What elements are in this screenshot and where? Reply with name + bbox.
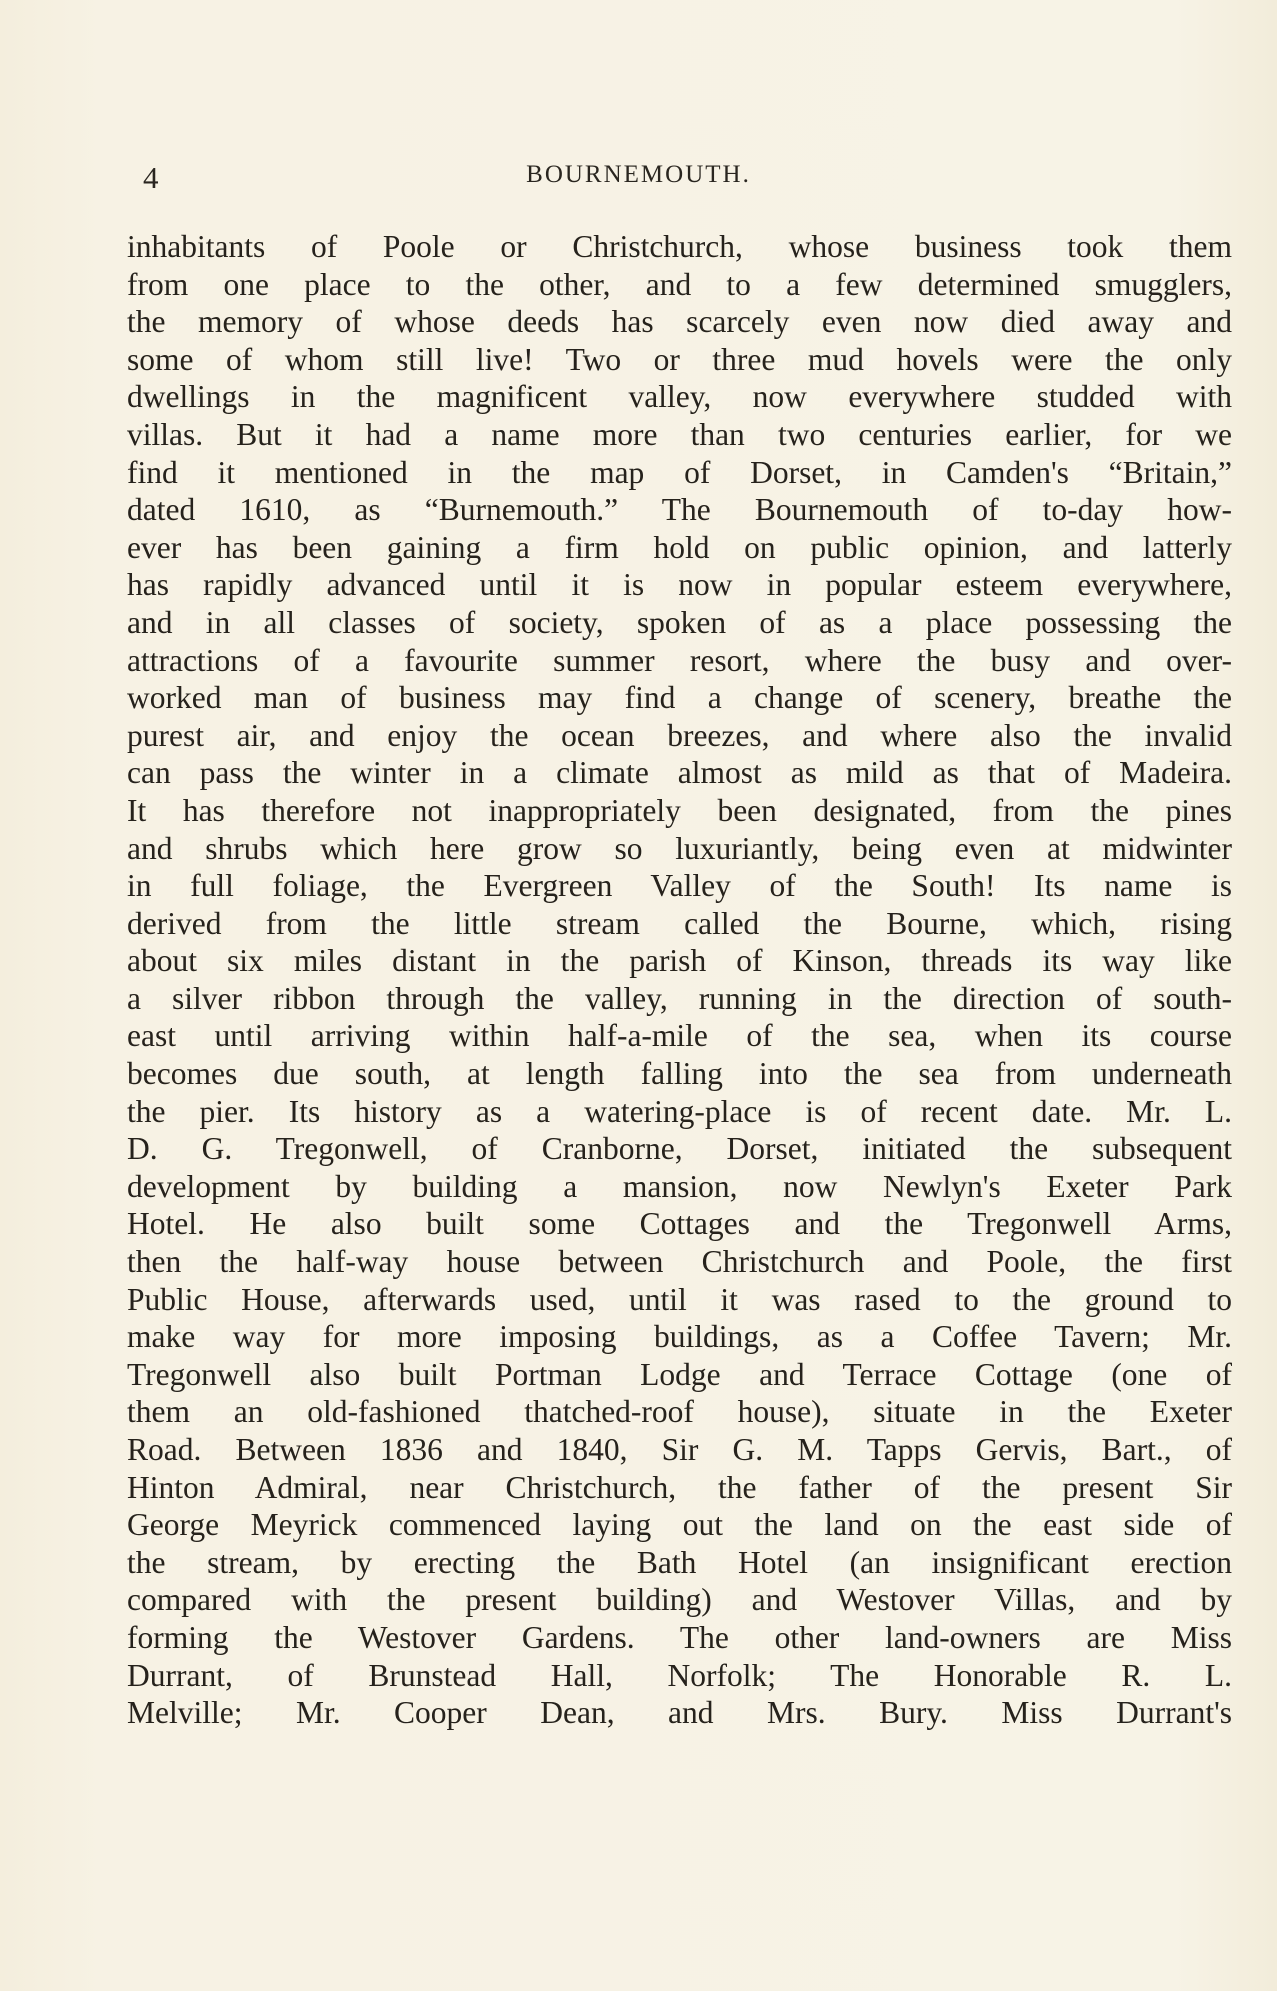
- text-line: forming the Westover Gardens. The other land-owners are Miss: [127, 1619, 1232, 1655]
- text-line: about six miles distant in the parish of Kinson, threads its way like: [127, 943, 1232, 979]
- text-line: Melville; Mr. Cooper Dean, and Mrs. Bury. Miss Durrant's: [127, 1695, 1232, 1731]
- text-line: becomes due south, at length falling into the sea from underneath: [127, 1056, 1232, 1092]
- text-line: Tregonwell also built Portman Lodge and Terrace Cottage (one of: [127, 1356, 1232, 1392]
- text-line: compared with the present building) and Westover Villas, and by: [127, 1582, 1232, 1618]
- text-line: then the half-way house between Christchurch and Poole, the first: [127, 1244, 1232, 1280]
- text-line: the memory of whose deeds has scarcely even now died away and: [127, 304, 1232, 340]
- text-line: and shrubs which here grow so luxuriantly, being even at midwinter: [127, 830, 1232, 866]
- text-line: east until arriving within half-a-mile of the sea, when its course: [127, 1018, 1232, 1054]
- text-line: and in all classes of society, spoken of as a place possessing the: [127, 604, 1232, 640]
- text-line: them an old-fashioned thatched-roof house), situate in the Exeter: [127, 1394, 1232, 1430]
- text-line: derived from the little stream called the Bourne, which, rising: [127, 905, 1232, 941]
- body-text: [127, 228, 1232, 1732]
- text-line: a silver ribbon through the valley, running in the direction of south-: [127, 980, 1232, 1016]
- text-line: make way for more imposing buildings, as a Coffee Tavern; Mr.: [127, 1319, 1232, 1355]
- text-line: purest air, and enjoy the ocean breezes, and where also the invalid: [127, 717, 1232, 753]
- text-line: Hotel. He also built some Cottages and the Tregonwell Arms,: [127, 1206, 1232, 1242]
- text-line: George Meyrick commenced laying out the land on the east side of: [127, 1507, 1232, 1543]
- text-line: can pass the winter in a climate almost as mild as that of Madeira.: [127, 755, 1232, 791]
- text-line: find it mentioned in the map of Dorset, in Camden's “Britain,”: [127, 454, 1232, 490]
- text-line: It has therefore not inappropriately been designated, from the pines: [127, 792, 1232, 828]
- text-line: some of whom still live! Two or three mud hovels were the only: [127, 341, 1232, 377]
- text-line: villas. But it had a name more than two centuries earlier, for we: [127, 416, 1232, 452]
- text-line: worked man of business may find a change of scenery, breathe the: [127, 680, 1232, 716]
- text-line: inhabitants of Poole or Christchurch, whose business took them: [127, 229, 1232, 264]
- text-line: in full foliage, the Evergreen Valley of the South! Its name is: [127, 868, 1232, 904]
- text-line: has rapidly advanced until it is now in popular esteem everywhere,: [127, 567, 1232, 603]
- text-line: the pier. Its history as a watering-place is of recent date. Mr. L.: [127, 1093, 1232, 1129]
- text-line: from one place to the other, and to a few determined smugglers,: [127, 266, 1232, 302]
- text-line: D. G. Tregonwell, of Cranborne, Dorset, initiated the subsequent: [127, 1131, 1232, 1167]
- running-head: BOURNEMOUTH.: [526, 161, 751, 188]
- text-line: Road. Between 1836 and 1840, Sir G. M. Tapps Gervis, Bart., of: [127, 1432, 1232, 1467]
- text-line: the stream, by erecting the Bath Hotel (an insignificant erection: [127, 1544, 1232, 1580]
- text-line: development by building a mansion, now Newlyn's Exeter Park: [127, 1168, 1232, 1204]
- page-number: 4: [143, 160, 159, 195]
- text-line: dwellings in the magnificent valley, now everywhere studded with: [127, 379, 1232, 415]
- text-line: ever has been gaining a firm hold on public opinion, and latterly: [127, 529, 1232, 565]
- text-line: Durrant, of Brunstead Hall, Norfolk; The Honorable R. L.: [127, 1657, 1232, 1693]
- text-line: dated 1610, as “Burnemouth.” The Bournemouth of to-day how-: [127, 492, 1232, 528]
- text-line: attractions of a favourite summer resort, where the busy and over-: [127, 642, 1232, 678]
- text-line: Public House, afterwards used, until it was rased to the ground to: [127, 1281, 1232, 1317]
- text-line: Hinton Admiral, near Christchurch, the father of the present Sir: [127, 1469, 1232, 1505]
